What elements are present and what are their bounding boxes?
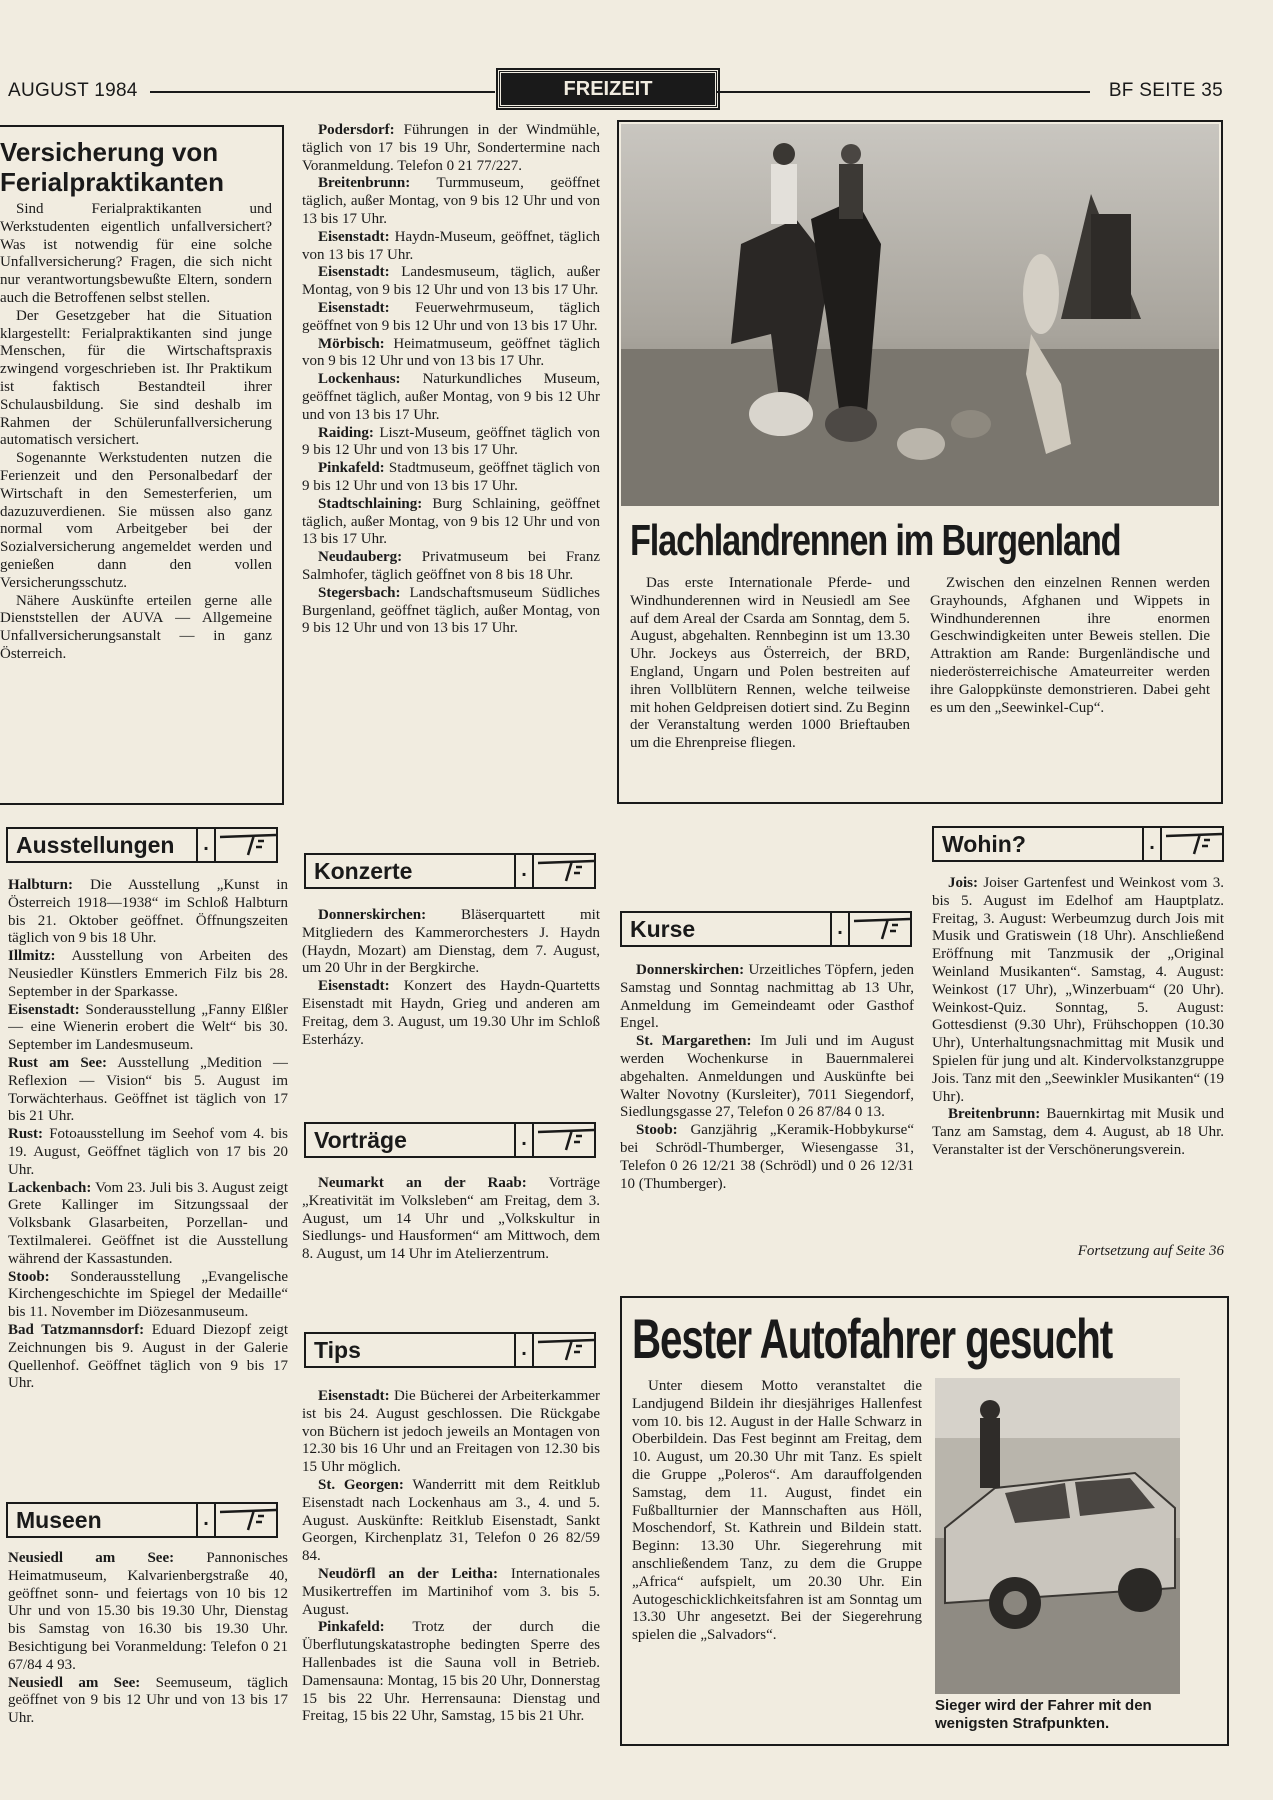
list-item: Lackenbach: Vom 23. Juli bis 3. August zeigt Grete Kallinger im Sitzungssaal der Volksbank Glasarbeiten, Porzellan- und Textilmalerei. Geöffnet ist die Ausstellung während der Kassastunden. (8, 1179, 288, 1267)
dot-box: . (514, 853, 534, 889)
dot-box: . (514, 1332, 534, 1368)
section-title: FREIZEIT (498, 70, 718, 108)
list-item: Neudauberg: Privatmuseum bei Franz Salmhofer, täglich geöffnet von 8 bis 18 Uhr. (302, 549, 600, 583)
car-image (935, 1378, 1180, 1694)
pointing-hand-icon (218, 1504, 278, 1536)
list-item: Eisenstadt: Feuerwehrmuseum, täglich geöffnet von 9 bis 12 Uhr und von 13 bis 17 Uhr. (302, 299, 600, 334)
section-label-konzerte (304, 853, 596, 889)
header-rule-left (150, 91, 495, 93)
list-item: Donnerskirchen: Bläserquartett mit Mitgliedern des Kammerorchesters J. Haydn (Haydn, Mozart) am Dienstag, dem 7. August, um 20 Uhr in der Bergkirche. (302, 907, 600, 977)
section-label-ausstellungen (6, 827, 278, 863)
list-item: Stegersbach: Landschaftsmuseum Südliches Burgenland, geöffnet täglich, außer Montag, von 9 bis 12 Uhr und von 13 bis 17 Uhr. (302, 584, 600, 637)
insurance-paragraph: Der Gesetzgeber hat die Situation klargestellt: Ferialpraktikanten sind junge Menschen, für die Wirtschaftspraxis zwingend vorgeschrieben ist. Ihr Praktikum ist faktisch Bestandteil ihrer Schulausbildung. Sie sind deshalb im Rahmen der Schülerunfallversicherung automatisch versichert. (0, 307, 272, 449)
list-item: Raiding: Liszt-Museum, geöffnet täglich von 9 bis 12 Uhr und von 13 bis 17 Uhr. (302, 424, 600, 459)
list-item: Eisenstadt: Konzert des Haydn-Quartetts Eisenstadt mit Haydn, Grieg und anderen am Freitag, dem 3. August, um 19.30 Uhr im Schloß Esterházy. (302, 978, 600, 1048)
driver-paragraph: Unter diesem Motto veranstaltet die Landjugend Bildein ihr diesjähriges Hallenfest vom 10. bis 12. August in der Halle Schwarz in Oberbildein. Das Fest beginnt am Freitag, dem 10. August, um 20.30 Uhr mit Tanz. Es spielt die Gruppe „Poleros“. Am darauffolgenden Samstag, dem 11. August, findet ein Fußballturnier der Mannschaften aus Höll, Moschendorf, St. Kathrein und Bildein statt. Beginn: 13.30 Uhr. Siegerehrung mit anschließendem Tanz, zu dem die Gruppe „Africa“ aufspielt, um 20.30 Uhr. Ein Autogeschicklichkeitsfahren ist am Sonntag um 13.30 Uhr angesetzt. Bei der Siegerehrung spielen die „Salvadors“. (632, 1378, 922, 1644)
insurance-paragraph: Sogenannte Werkstudenten nutzen die Ferienzeit und den Personalbedarf der Wirtschaft in den Semesterferien, um dazuzuverdienen. Sie müssen also ganz normal vom Arbeitgeber bei der Sozialversicherung angemeldet werden und genießen dann den vollen Versicherungsschutz. (0, 450, 272, 591)
list-item: Mörbisch: Heimatmuseum, geöffnet täglich von 9 bis 12 Uhr und von 13 bis 17 Uhr. (302, 335, 600, 370)
section-label-vortraege (304, 1122, 596, 1158)
list-item: St. Georgen: Wanderritt mit dem Reitklub Eisenstadt nach Lockenhaus am 3., 4. und 5. August. Auskünfte: Reitklub Eisenstadt, Sankt Georgen, Kirchenplatz 31, Telefon 0 26 82/59 84. (302, 1476, 600, 1565)
section-label-text: Tips (314, 1337, 361, 1363)
insurance-article (0, 125, 284, 805)
page-number: BF SEITE 35 (1108, 80, 1223, 101)
vortraege-list (302, 1175, 600, 1305)
list-item: Bad Tatzmannsdorf: Eduard Diezopf zeigt Zeichnungen bis 9. August in der Galerie Quellenhof. Geöffnet täglich von 9 bis 17 Uhr. (8, 1321, 288, 1392)
section-label-text: Vorträge (314, 1127, 407, 1153)
section-label-wohin (932, 826, 1224, 862)
list-item: Jois: Joiser Gartenfest und Weinkost vom 3. bis 5. August im Edelhof am Hauptplatz. Freitag, 3. August: Werbeumzug durch Jois mit Musik und Gratiswein (18 Uhr). Anschließend Eröffnung mit Tanzmusik der „Original Weinland Musikanten“. Samstag, 4. August: Weinkost (17 Uhr), „Winzerbuam“ (20 Uhr). Weinkost-Quiz. Sonntag, 5. August: Gottesdienst (9.30 Uhr), Frühschoppen (10.30 Uhr), Unterhaltungsnachmittag mit Musik und Spielen für jung und alt. Kindervolkstanzgruppe Jois. Tanz mit den „Seewinkler Musikanten“ (19 Uhr). (932, 875, 1224, 1105)
dot-box: . (1142, 826, 1162, 862)
issue-date: AUGUST 1984 (8, 80, 138, 101)
pointing-hand-icon (1164, 828, 1224, 860)
dot-box: . (514, 1122, 534, 1158)
list-item: Eisenstadt: Die Bücherei der Arbeiterkammer ist bis 24. August geschlossen. Die Rückgabe von Büchern ist jedoch jeweils an Montagen von 12.30 bis 16 Uhr und an Freitagen von 12.30 bis 15 Uhr möglich. (302, 1388, 600, 1476)
list-item: Illmitz: Ausstellung von Arbeiten des Neusiedler Künstlers Emmerich Filz bis 28. September in der Sparkasse. (8, 948, 288, 1000)
horse-race-photo (621, 124, 1219, 506)
museen-list-continued (302, 122, 600, 817)
list-item: Eisenstadt: Landesmuseum, täglich, außer Montag, von 9 bis 12 Uhr und von 13 bis 17 Uhr. (302, 264, 600, 299)
pointing-hand-icon (852, 913, 912, 945)
section-label-text: Kurse (630, 916, 696, 942)
list-item: Neusiedl am See: Pannonisches Heimatmuseum, Kalvarienbergstraße 40, geöffnet sonn- und feiertags von 10 bis 12 Uhr und von 15.30 bis 19.30 Uhr, Dienstag bis Samstag von 16.30 bis 19.30 Uhr. Besichtigung bei Voranmeldung: Telefon 0 21 67/84 4 93. (8, 1550, 288, 1673)
race-headline: Flachlandrennen im Burgenland (630, 516, 1121, 565)
section-label-text: Ausstellungen (16, 832, 175, 858)
list-item: Eisenstadt: Sonderausstellung „Fanny Elßler — eine Wienerin erobert die Welt“ bis 30. September im Landesmuseum. (8, 1001, 288, 1054)
list-item: Pinkafeld: Trotz der durch die Überflutungskatastrophe bedingten Sperre des Hallenbades ist die Sauna voll in Betrieb. Damensauna: Montag, 15 bis 20 Uhr, Donnerstag 15 bis 22 Uhr. Herrensauna: Dienstag und Freitag, 15 bis 22 Uhr, Samstag, 15 bis 21 Uhr. (302, 1619, 600, 1725)
list-item: Lockenhaus: Naturkundliches Museum, geöffnet täglich, außer Montag, von 9 bis 12 Uhr und von 13 bis 17 Uhr. (302, 371, 600, 423)
list-item: Neumarkt an der Raab: Vorträge „Kreativität im Volksleben“ am Freitag, dem 3. August, um 14 Uhr und „Volkskultur in Siedlungs- und Hausformen“ am Mittwoch, dem 8. August, um 14 Uhr im Atelierzentrum. (302, 1175, 600, 1263)
list-item: Halbturn: Die Ausstellung „Kunst in Österreich 1918—1938“ im Schloß Halbturn bis 21. Oktober geöffnet. Öffnungszeiten täglich von 9 bis 18 Uhr. (8, 877, 288, 947)
section-label-museen (6, 1502, 278, 1538)
museen-list (8, 1550, 288, 1750)
list-item: Rust am See: Ausstellung „Medition — Reflexion — Vision“ bis 5. August im Torwächterhaus. Geöffnet ist täglich von 17 bis 21 Uhr. (8, 1054, 288, 1125)
header-rule-right (716, 91, 1090, 93)
pointing-hand-icon (536, 855, 596, 887)
section-label-kurse (620, 911, 912, 947)
list-item: Donnerskirchen: Urzeitliches Töpfern, jeden Samstag und Sonntag nachmittag ab 13 Uhr, Anmeldung im Gemeindeamt oder Gasthof Engel. (620, 962, 914, 1032)
list-item: Pinkafeld: Stadtmuseum, geöffnet täglich von 9 bis 12 Uhr und von 13 bis 17 Uhr. (302, 460, 600, 494)
dot-box: . (196, 827, 216, 863)
horses-and-dogs-image (621, 124, 1219, 506)
list-item: St. Margarethen: Im Juli und im August werden Wochenkurse in Bauernmalerei abgehalten. Anmeldungen und Auskünfte bei Walter Novotny (Kursleiter), 7011 Siegendorf, Siedlungsgasse 27, Telefon 0 26 87/84 0 13. (620, 1033, 914, 1121)
section-label-text: Konzerte (314, 858, 413, 884)
race-paragraph: Das erste Internationale Pferde- und Windhunderennen wird in Neusiedl am See auf dem Areal der Csarda am Sonntag, dem 5. August, abgehalten. Rennbeginn ist um 13.30 Uhr. Jockeys aus Österreich, der BRD, England, Ungarn und Polen bestreiten auf ihren Vollblütern Rennen, welche teilweise mit hohen Geldpreisen dotiert sind. Zu Beginn der Veranstaltung werden 1000 Brieftauben um die Ehrenpreise fliegen. (630, 575, 910, 752)
insurance-title: Versicherung von Ferialpraktikanten (0, 137, 224, 197)
section-label-tips (304, 1332, 596, 1368)
driver-body (632, 1378, 922, 1740)
pointing-hand-icon (536, 1334, 596, 1366)
section-label-text: Wohin? (942, 831, 1026, 857)
insurance-paragraph: Sind Ferialpraktikanten und Werkstudenten eigentlich unfallversichert? Was ist notwendig für eine solche Unfallversicherung? Fragen, die sich nicht nur verantwortungsbewußte Eltern, sondern auch die Betroffenen selbst stellen. (0, 201, 272, 306)
insurance-paragraph: Nähere Auskünfte erteilen gerne alle Dienststellen der AUVA — Allgemeine Unfallversicherungsanstalt — in ganz Österreich. (0, 592, 272, 662)
car-caption: Sieger wird der Fahrer mit den wenigsten Strafpunkten. (935, 1697, 1152, 1732)
list-item: Stoob: Ganzjährig „Keramik-Hobbykurse“ bei Schrödl-Thumberger, Wiesengasse 31, Telefon 0 26 12/21 38 (Schrödl) und 0 26 12/31 10 (Thumberger). (620, 1122, 914, 1192)
pointing-hand-icon (218, 829, 278, 861)
race-paragraph: Zwischen den einzelnen Rennen werden Grayhounds, Afghanen und Wippets in Windhunderennen ihre enormen Geschwindigkeiten unter Beweis stellen. Die Attraktion am Rande: Burgenländische und niederösterreichische Amateurreiter werden ihre Galoppkünste demonstrieren. Dabei geht es um den „Seewinkel-Cup“. (930, 575, 1210, 716)
list-item: Stoob: Sonderausstellung „Evangelische Kirchengeschichte im Spiegel der Medaille“ bis 11. November im Diözesanmuseum. (8, 1268, 288, 1321)
list-item: Breitenbrunn: Turmmuseum, geöffnet täglich, außer Montag, von 9 bis 12 Uhr und von 13 bis 17 Uhr. (302, 175, 600, 227)
ausstellungen-list (8, 877, 288, 1487)
tips-list (302, 1388, 600, 1746)
pointing-hand-icon (536, 1124, 596, 1156)
dot-box: . (830, 911, 850, 947)
wohin-list (932, 875, 1224, 1250)
list-item: Neusiedl am See: Seemuseum, täglich geöffnet von 9 bis 12 Uhr und von 13 bis 17 Uhr. (8, 1674, 288, 1727)
car-photo (935, 1378, 1180, 1694)
continued-note: Fortsetzung auf Seite 36 (1077, 1243, 1224, 1259)
race-body (630, 575, 1210, 795)
konzerte-list (302, 907, 600, 1077)
list-item: Rust: Fotoausstellung im Seehof vom 4. bis 19. August, Geöffnet täglich von 17 bis 20 Uhr. (8, 1126, 288, 1178)
list-item: Neudörfl an der Leitha: Internationales Musikertreffen im Martinihof vom 3. bis 5. August. (302, 1565, 600, 1618)
list-item: Podersdorf: Führungen in der Windmühle, täglich von 17 bis 19 Uhr, Sondertermine nach Voranmeldung. Telefon 0 21 77/227. (302, 122, 600, 174)
list-item: Breitenbrunn: Bauernkirtag mit Musik und Tanz am Samstag, dem 4. August, ab 18 Uhr. Veranstalter ist der Verschönerungsverein. (932, 1106, 1224, 1158)
driver-headline: Bester Autofahrer gesucht (632, 1307, 1113, 1370)
list-item: Stadtschlaining: Burg Schlaining, geöffnet täglich, außer Montag, von 9 bis 12 Uhr und von 13 bis 17 Uhr. (302, 495, 600, 548)
dot-box: . (196, 1502, 216, 1538)
list-item: Eisenstadt: Haydn-Museum, geöffnet, täglich von 13 bis 17 Uhr. (302, 228, 600, 263)
section-label-text: Museen (16, 1507, 102, 1533)
kurse-list (620, 962, 914, 1262)
